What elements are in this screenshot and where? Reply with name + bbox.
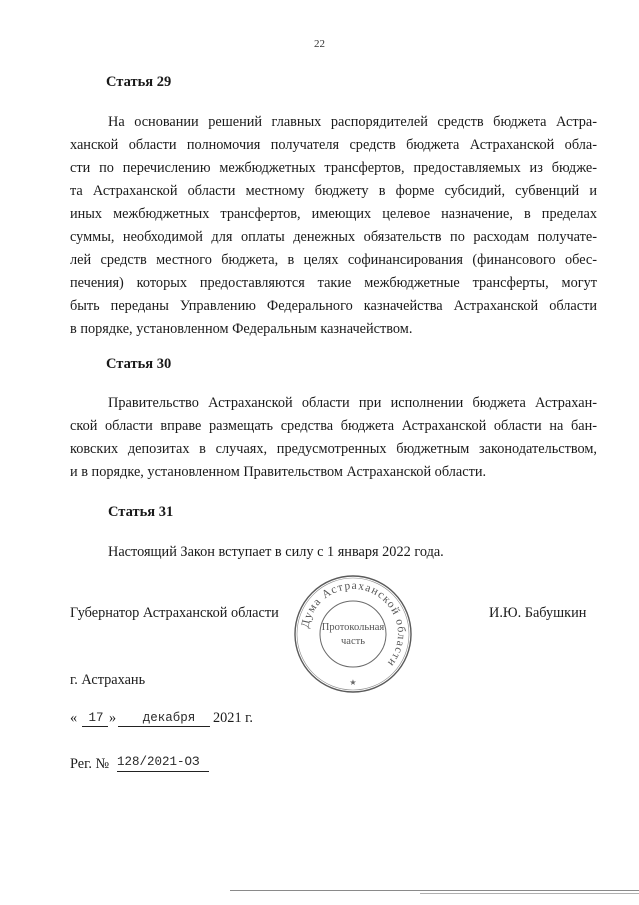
article-31-heading: Статья 31 [108,504,174,520]
article-30-line: ской области вправе размещать средства бюджета Астраханской области на бан- [70,418,597,434]
place: г. Астрахань [70,672,146,688]
signature-position: Губернатор Астраханской области [70,605,279,621]
stamp-center-text-2: часть [341,636,365,647]
article-30-line: ковских депозитах в случаях, предусмотренных бюджетным законодательством, [70,441,597,457]
page-number: 22 [314,38,325,50]
stamp-center-text-1: Протокольная [321,622,385,633]
signature-name: И.Ю. Бабушкин [489,605,587,621]
article-29-line: быть переданы Управлению Федерального казначейства Астраханской области [70,298,597,314]
article-29-line: сти по перечислению межбюджетных трансфертов, предоставляемых из бюдже- [70,160,597,176]
article-29-line: печения) которых предоставляются такие межбюджетные трансферты, могут [70,275,597,291]
stamp-ring-text: Дума Астраханской области [299,579,408,670]
registration-underline [117,771,209,772]
article-30-line: и в порядке, установленном Правительством Астраханской области. [70,464,487,480]
article-30-line: Правительство Астраханской области при исполнении бюджета Астрахан- [108,395,597,411]
registration-number: 128/2021-ОЗ [117,755,200,769]
article-29-line: иных межбюджетных трансфертов, имеющих целевое назначение, в пределах [70,206,597,222]
article-29-line: в порядке, установленном Федеральным казначейством. [70,321,413,337]
article-29-line: та Астраханской области местному бюджету в форме субсидий, субвенций и [70,183,597,199]
date-year: 2021 г. [213,710,253,726]
scan-edge-line [230,890,639,891]
stamp-star-icon: ★ [349,678,357,687]
scan-edge-line [420,893,639,894]
article-29-line: ханской области полномочия получателя средств бюджета Астраханской обла- [70,137,597,153]
date-day: 17 [88,711,104,725]
date-close-quote: » [109,710,117,726]
article-31-text: Настоящий Закон вступает в силу с 1 января 2022 года. [108,544,444,560]
article-29-line: лей средств местного бюджета, в целях софинансирования (финансового обес- [70,252,597,268]
article-29-line: суммы, необходимой для оплаты денежных обязательств по расходам получате- [70,229,597,245]
article-29-heading: Статья 29 [106,74,172,90]
date-month: декабря [142,711,196,725]
official-stamp [292,573,414,695]
date-day-underline [82,726,108,727]
date-open-quote: « [70,710,78,726]
article-29-line: На основании решений главных распорядителей средств бюджета Астра- [108,114,597,130]
registration-label: Рег. № [70,756,110,772]
article-30-heading: Статья 30 [106,356,172,372]
date-month-underline [118,726,210,727]
